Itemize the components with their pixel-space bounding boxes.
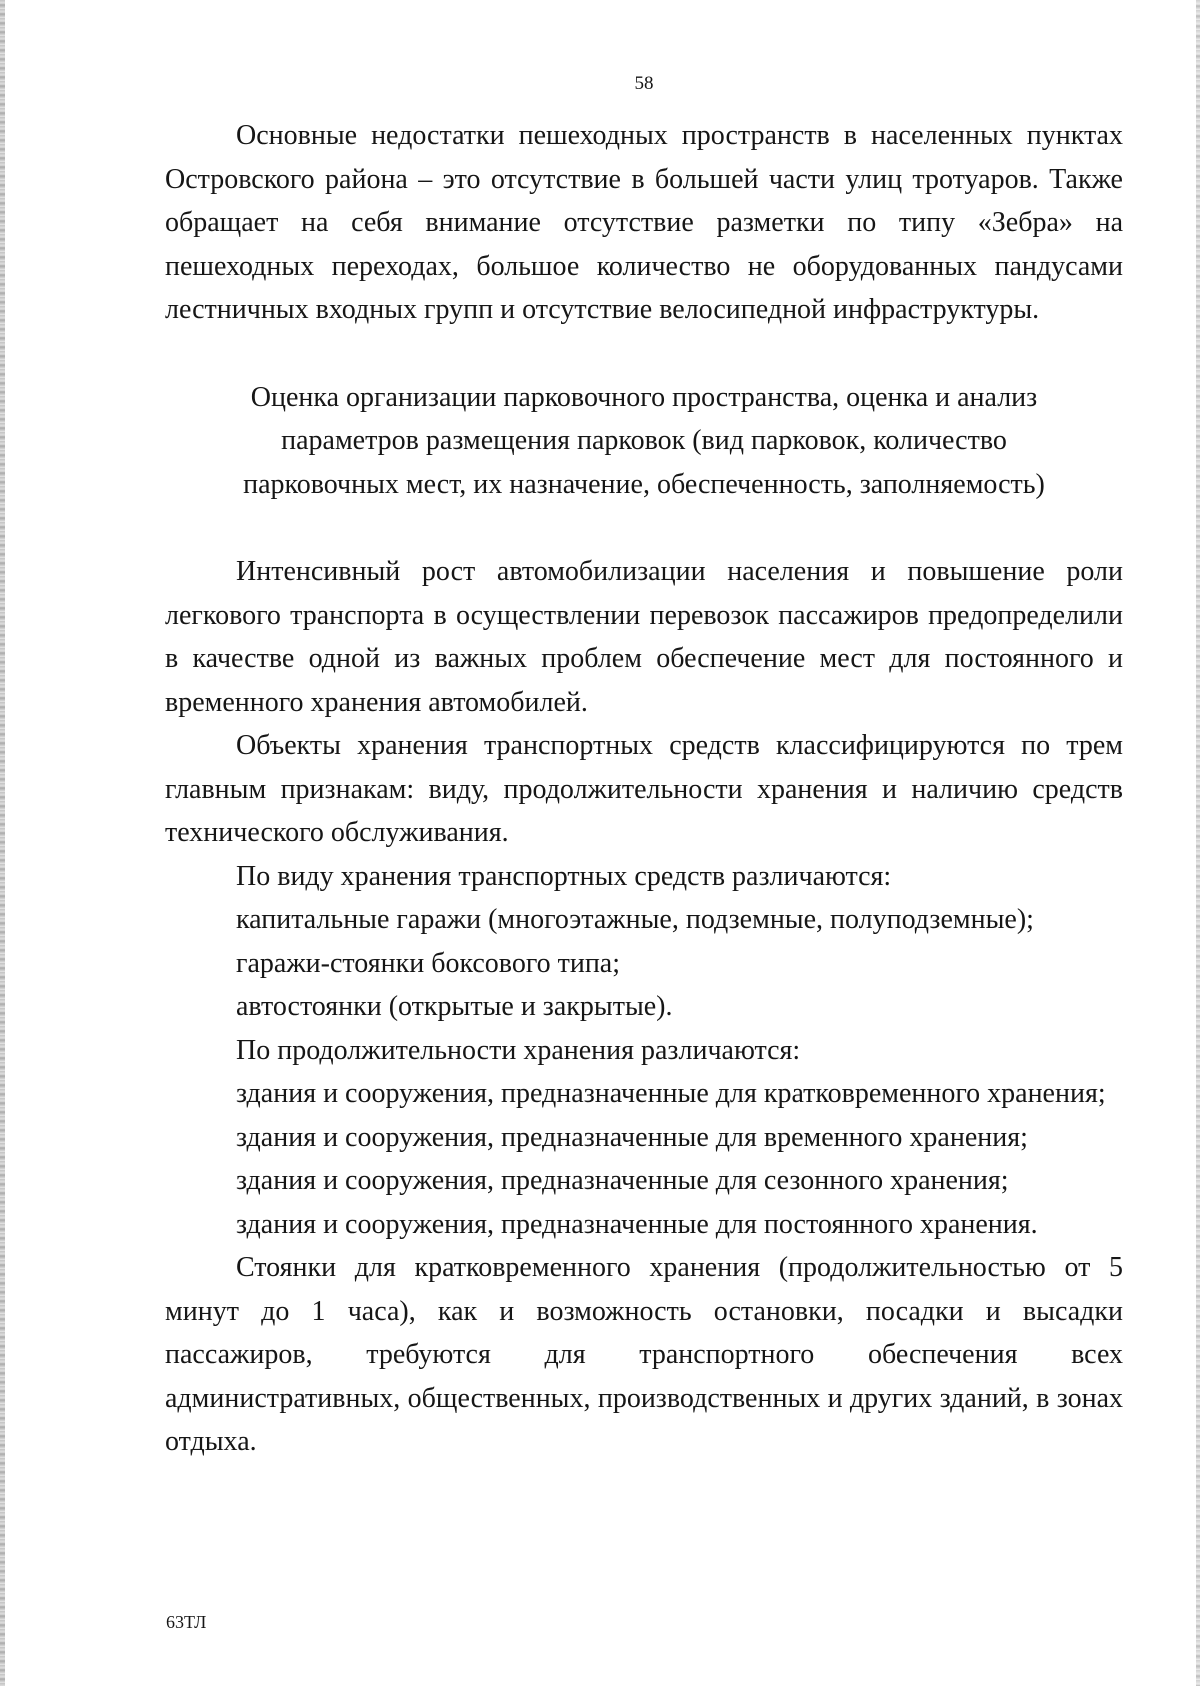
scan-edge-right: [1196, 0, 1200, 1686]
paragraph-motorization: Интенсивный рост автомобилизации населения и повышение роли легкового транспорта в осуществлении перевозок пассажиров предопределили в качестве одной из важных проблем обеспечение мест для постоянного и временного хранения автомобилей.: [165, 556, 1123, 718]
list-item: здания и сооружения, предназначенные для постоянного хранения.: [236, 1208, 1038, 1240]
section-heading-line: парковочных мест, их назначение, обеспеченность, заполняемость): [243, 468, 1045, 500]
scan-edge-left: [0, 0, 5, 1686]
list-item: здания и сооружения, предназначенные для кратковременного хранения;: [236, 1078, 1106, 1109]
document-body: [165, 114, 1123, 1464]
section-heading-line: параметров размещения парковок (вид парковок, количество: [281, 425, 1007, 456]
list-item: капитальные гаражи (многоэтажные, подземные, полуподземные);: [236, 904, 1034, 935]
paragraph-pedestrian-spaces: Основные недостатки пешеходных пространств в населенных пунктах Островского района – это отсутствие в большей части улиц тротуаров. Также обращает на себя внимание отсутствие разметки по типу «Зебра» на пешеходных переходах, большое количество не оборудованных пандусами лестничных входных групп и отсутствие велосипедной инфраструктуры.: [165, 120, 1123, 325]
paragraph-classification: Объекты хранения транспортных средств классифицируются по трем главным признакам: виду, продолжительности хранения и наличию средств технического обслуживания.: [165, 730, 1123, 848]
section-heading: [165, 376, 1123, 507]
paragraph-by-type: По виду хранения транспортных средств различаются:: [236, 860, 892, 892]
page-number: 58: [634, 73, 654, 94]
list-item: здания и сооружения, предназначенные для временного хранения;: [236, 1121, 1028, 1153]
list-item: гаражи-стоянки боксового типа;: [236, 947, 621, 979]
paragraph-by-duration: По продолжительности хранения различаются:: [236, 1034, 801, 1066]
list-item: автостоянки (открытые и закрытые).: [236, 991, 673, 1022]
paragraph-short-term-parking: Стоянки для кратковременного хранения (продолжительностью от 5 минут до 1 часа), как и возможность остановки, посадки и высадки пассажиров, требуются для транспортного обеспечения всех административных, общественных, производственных и других зданий, в зонах отдыха.: [165, 1252, 1123, 1457]
section-heading-line: Оценка организации парковочного пространства, оценка и анализ: [250, 381, 1038, 413]
list-item: здания и сооружения, предназначенные для сезонного хранения;: [236, 1165, 1009, 1196]
footer-code: 63ТЛ: [166, 1612, 207, 1632]
